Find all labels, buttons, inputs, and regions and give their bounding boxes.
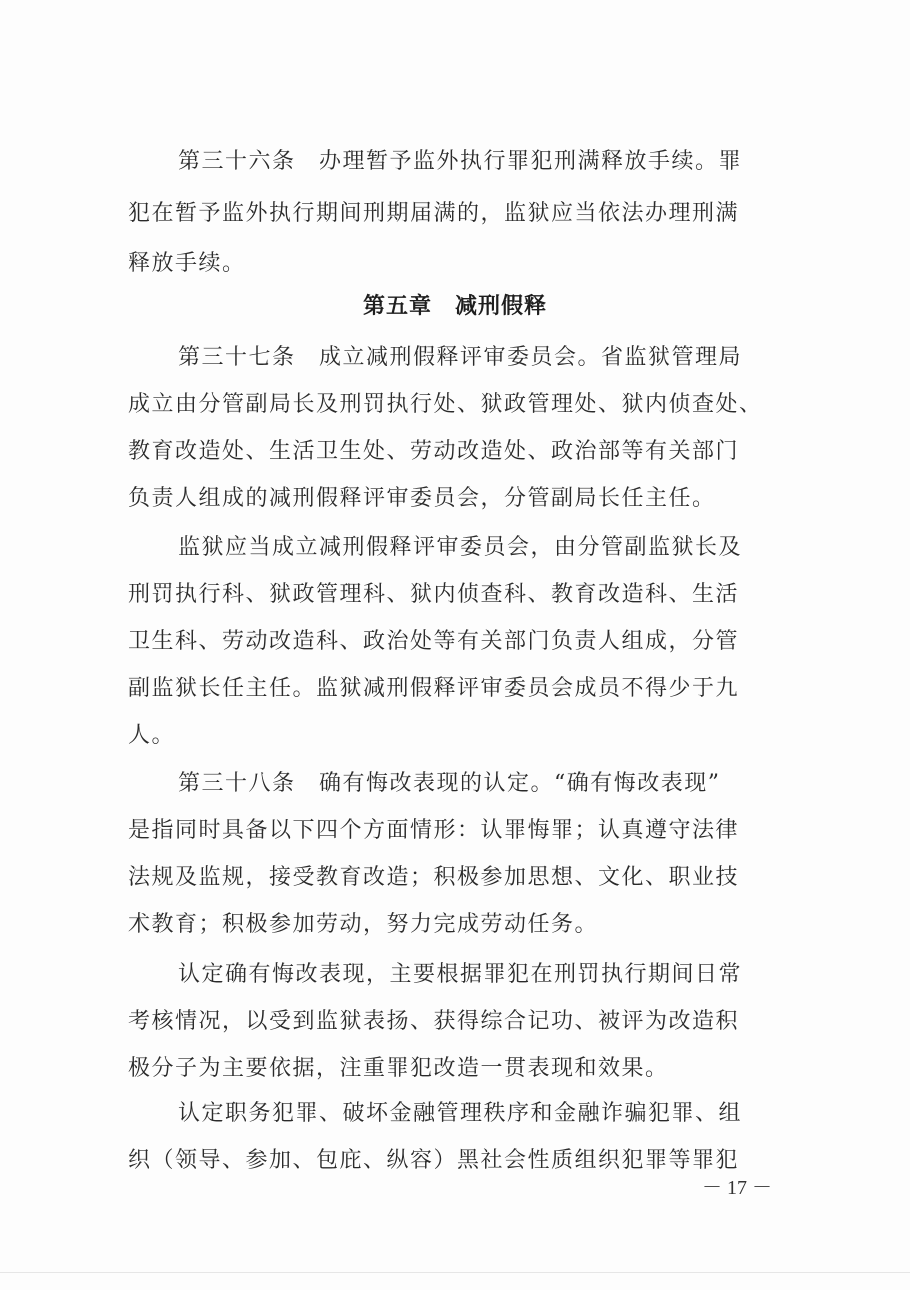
paragraph-crimes-line-1: 认定职务犯罪、破坏金融管理秩序和金融诈骗犯罪、组 [178, 1101, 743, 1126]
article-37-line-1: 第三十七条 成立减刑假释评审委员会。省监狱管理局 [178, 345, 743, 370]
article-37-line-4: 负责人组成的减刑假释评审委员会，分管副局长任主任。 [128, 486, 716, 511]
article-38-line-4: 术教育；积极参加劳动，努力完成劳动任务。 [128, 912, 599, 937]
paragraph-committee-line-4: 副监狱长任主任。监狱减刑假释评审委员会成员不得少于九 [128, 676, 740, 701]
bottom-divider [0, 1272, 910, 1273]
paragraph-committee-line-2: 刑罚执行科、狱政管理科、狱内侦查科、教育改造科、生活 [128, 582, 740, 607]
page-number: － 17 － [702, 1177, 772, 1199]
paragraph-crimes-line-2: 织（领导、参加、包庇、纵容）黑社会性质组织犯罪等罪犯 [128, 1148, 740, 1173]
article-38-line-2: 是指同时具备以下四个方面情形：认罪悔罪；认真遵守法律 [128, 818, 740, 843]
paragraph-committee-line-5: 人。 [128, 723, 176, 748]
article-37-line-3: 教育改造处、生活卫生处、劳动改造处、政治部等有关部门 [128, 439, 740, 464]
article-38-line-1: 第三十八条 确有悔改表现的认定。“确有悔改表现” [178, 771, 721, 796]
article-37-line-2: 成立由分管副局长及刑罚执行处、狱政管理处、狱内侦查处、 [128, 392, 763, 417]
paragraph-recognition-line-1: 认定确有悔改表现，主要根据罪犯在刑罚执行期间日常 [178, 962, 743, 987]
article-36-line-1: 第三十六条 办理暂予监外执行罪犯刑满释放手续。罪 [178, 149, 743, 174]
chapter-heading: 第五章 减刑假释 [362, 294, 547, 319]
paragraph-committee-line-3: 卫生科、劳动改造科、政治处等有关部门负责人组成，分管 [128, 629, 740, 654]
paragraph-recognition-line-3: 极分子为主要依据，注重罪犯改造一贯表现和效果。 [128, 1056, 669, 1081]
article-36-line-2: 犯在暂予监外执行期间刑期届满的，监狱应当依法办理刑满 [128, 201, 740, 226]
article-36-line-3: 释放手续。 [128, 251, 246, 276]
paragraph-committee-line-1: 监狱应当成立减刑假释评审委员会，由分管副监狱长及 [178, 535, 743, 560]
article-38-line-3: 法规及监规，接受教育改造；积极参加思想、文化、职业技 [128, 865, 740, 890]
paragraph-recognition-line-2: 考核情况，以受到监狱表扬、获得综合记功、被评为改造积 [128, 1009, 740, 1034]
